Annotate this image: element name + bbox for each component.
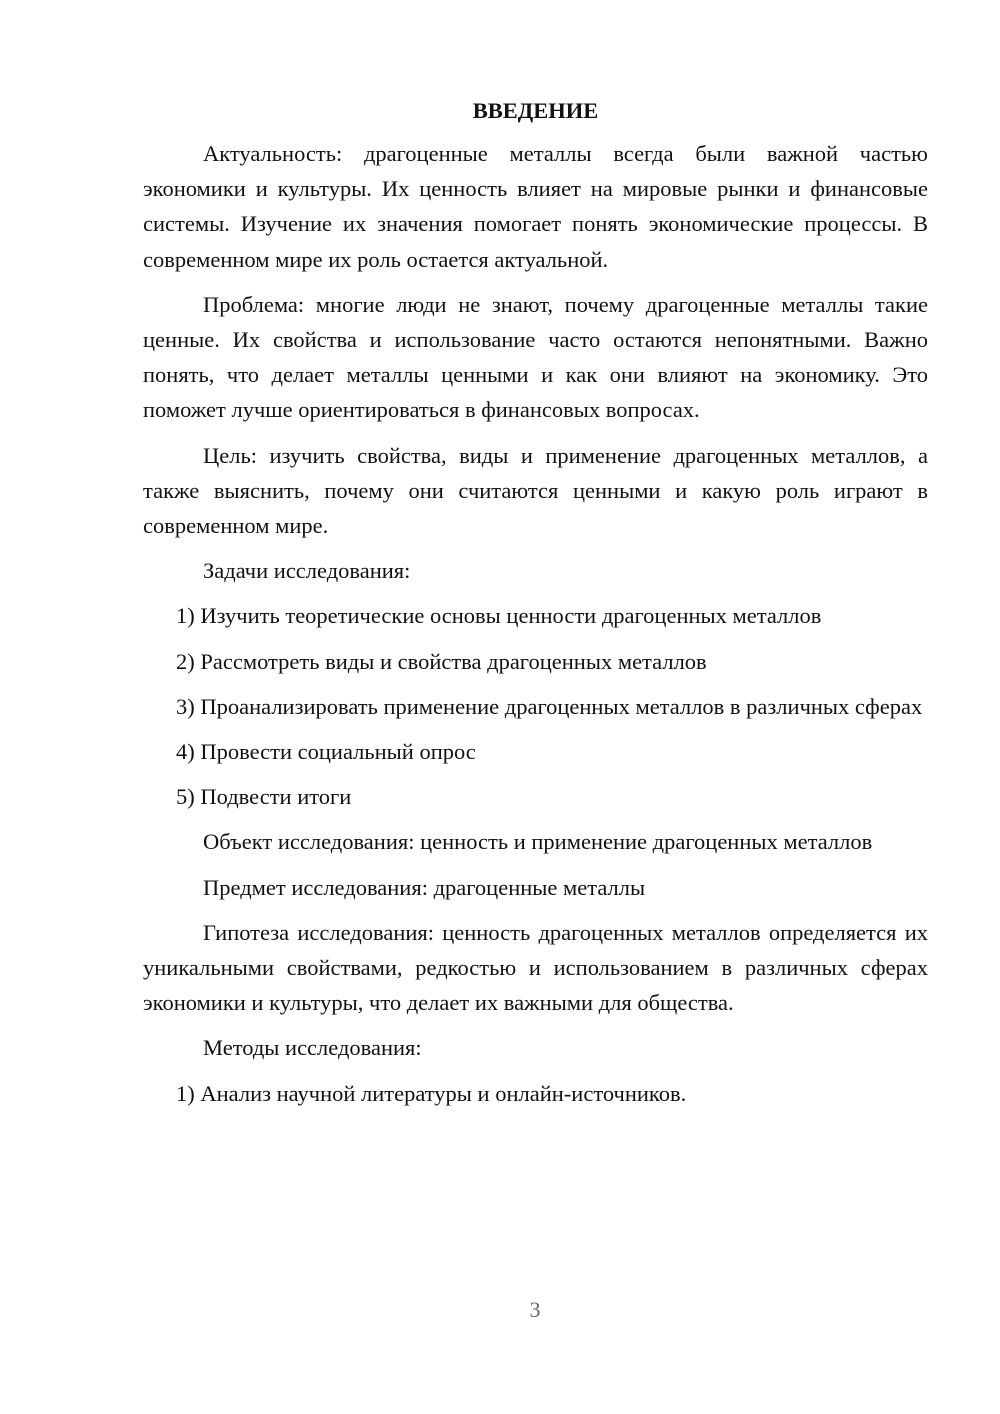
task-item-5: 5) Подвести итоги xyxy=(176,784,352,810)
task-item-3: 3) Проанализировать применение драгоценных металлов в различных сферах xyxy=(176,693,923,719)
method-item-1: 1) Анализ научной литературы и онлайн-источников. xyxy=(176,1080,687,1106)
task-item-1: 1) Изучить теоретические основы ценности драгоценных металлов xyxy=(176,603,822,629)
problem-paragraph: Проблема: многие люди не знают, почему драгоценные металлы такие ценные. Их свойства и использование часто остаются непонятными. Важно понять, что делает металлы ценными и как они влияют на экономику. Это поможет лучше ориентироваться в финансовых вопросах. xyxy=(143,291,928,423)
hypothesis-paragraph: Гипотеза исследования: ценность драгоценных металлов определяется их уникальными свойствами, редкостью и использованием в различных сферах экономики и культуры, что делает их важными для общества. xyxy=(143,919,928,1016)
task-item-4: 4) Провести социальный опрос xyxy=(176,739,476,765)
section-title: ВВЕДЕНИЕ xyxy=(472,98,599,123)
subject-paragraph: Предмет исследования: драгоценные металлы xyxy=(203,874,646,900)
task-item-2: 2) Рассмотреть виды и свойства драгоценных металлов xyxy=(176,648,707,674)
methods-heading: Методы исследования: xyxy=(203,1035,422,1061)
page-number: 3 xyxy=(529,1297,541,1322)
goal-paragraph: Цель: изучить свойства, виды и применение драгоценных металлов, а также выяснить, почему они считаются ценными и какую роль играют в современном мире. xyxy=(143,442,928,539)
document-page xyxy=(143,96,928,1121)
object-paragraph: Объект исследования: ценность и применение драгоценных металлов xyxy=(203,829,873,855)
tasks-heading: Задачи исследования: xyxy=(203,558,411,584)
relevance-paragraph: Актуальность: драгоценные металлы всегда были важной частью экономики и культуры. Их ценность влияет на мировые рынки и финансовые системы. Изучение их значения помогает понять экономические процессы. В современном мире их роль остается актуальной. xyxy=(143,141,928,272)
